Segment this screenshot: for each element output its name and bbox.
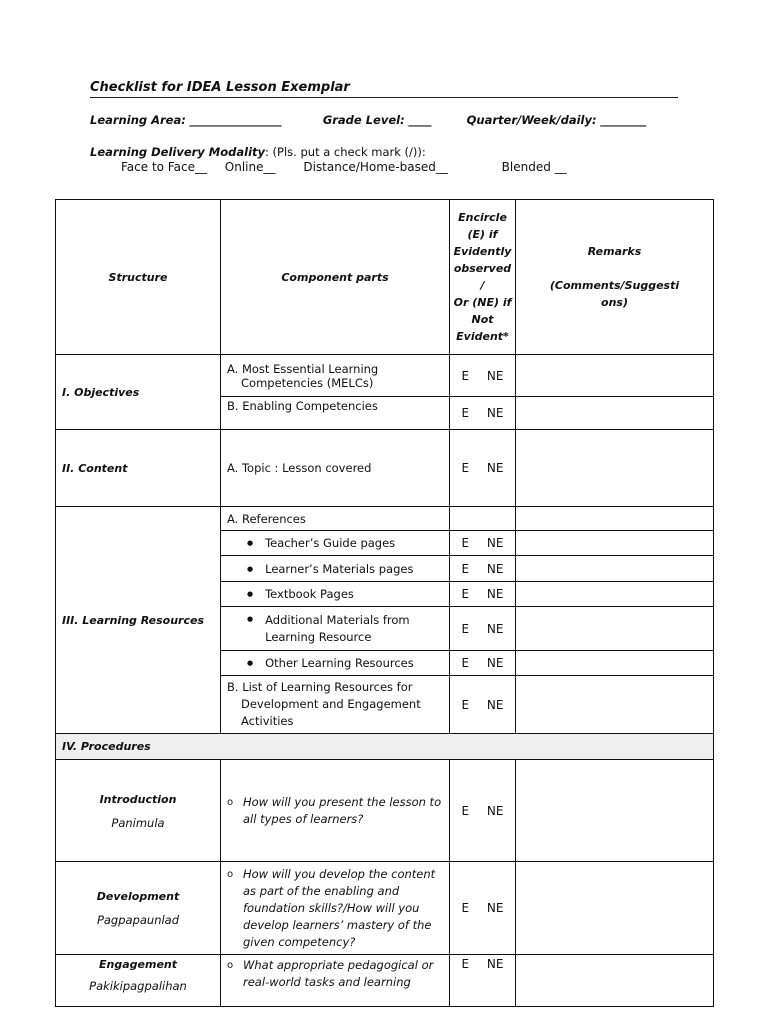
quarter-blank: ________ [600, 113, 647, 127]
content-a: A. Topic : Lesson covered [221, 430, 450, 507]
modality-face-to-face: Face to Face__ [121, 160, 207, 174]
engagement-question: o What appropriate pedagogical or real-world tasks and learning [221, 955, 450, 1007]
mark-cell: E NE [450, 582, 516, 607]
remarks-cell [516, 607, 714, 651]
modality-distance: Distance/Home-based__ [303, 160, 448, 174]
grade-level-blank: ____ [408, 113, 432, 127]
mark-cell: E NE [450, 676, 516, 734]
table-row [56, 955, 714, 1007]
mark-cell: E NE [450, 607, 516, 651]
engagement-label: Engagement [99, 958, 177, 971]
introduction-question: o How will you present the lesson to all types of learners? [221, 760, 450, 862]
quarter-label: Quarter/Week/daily: [466, 113, 597, 127]
objectives-a: A. Most Essential Learning Competencies (MELCs) [221, 355, 450, 397]
mark-cell: E NE [450, 430, 516, 507]
remarks-cell [516, 397, 714, 430]
mark-cell: E NE [450, 862, 516, 955]
checklist-table [55, 199, 714, 1007]
development-label: Development [96, 890, 180, 903]
header-component: Component parts [221, 200, 450, 355]
procedures-label: IV. Procedures [56, 734, 714, 760]
resource-item: ● Learner’s Materials pages [221, 556, 450, 582]
objectives-b: B. Enabling Competencies [221, 397, 450, 430]
resource-item: ● Other Learning Resources [221, 651, 450, 676]
table-row [56, 355, 714, 397]
engagement-cell [56, 955, 221, 1007]
modality-instruction: : (Pls. put a check mark (/)): [265, 145, 426, 159]
content-label: II. Content [56, 430, 221, 507]
modality-options [121, 160, 581, 174]
modality-label: Learning Delivery Modality [90, 145, 266, 159]
grade-level-label: Grade Level: [322, 113, 405, 127]
introduction-label: Introduction [99, 792, 177, 806]
remarks-cell [516, 760, 714, 862]
remarks-cell [516, 676, 714, 734]
resource-item: ● Teacher’s Guide pages [221, 531, 450, 556]
remarks-cell [516, 430, 714, 507]
table-row [56, 430, 714, 507]
mark-cell: E NE [450, 955, 516, 1007]
development-cell [56, 862, 221, 955]
resource-item: ● Additional Materials from Learning Resource [221, 607, 450, 651]
table-row [56, 734, 714, 760]
header-structure: Structure [56, 200, 221, 355]
mark-cell-empty [450, 507, 516, 531]
remarks-cell [516, 507, 714, 531]
resources-b: B. List of Learning Resources for Development and Engagement Activities [221, 676, 450, 734]
mark-cell: E NE [450, 397, 516, 430]
objectives-label: I. Objectives [56, 355, 221, 430]
introduction-cell [56, 760, 221, 862]
development-sub: Pagpapaunlad [96, 913, 180, 927]
mark-cell: E NE [450, 556, 516, 582]
header-row [56, 200, 714, 355]
modality-line [90, 145, 426, 159]
table-row [56, 862, 714, 955]
learning-area-blank: ________________ [189, 113, 282, 127]
mark-cell: E NE [450, 760, 516, 862]
introduction-sub: Panimula [111, 815, 165, 830]
remarks-cell [516, 955, 714, 1007]
resources-label: III. Learning Resources [56, 507, 221, 734]
remarks-cell [516, 531, 714, 556]
header-remarks: Remarks (Comments/Suggesti ons) [516, 200, 714, 355]
resource-item: ● Textbook Pages [221, 582, 450, 607]
remarks-cell [516, 651, 714, 676]
development-question: o How will you develop the content as part of the enabling and foundation skills?/How will you develop learners’ mastery of the given competency? [221, 862, 450, 955]
remarks-cell [516, 556, 714, 582]
mark-cell: E NE [450, 531, 516, 556]
modality-online: Online__ [224, 160, 276, 174]
engagement-sub: Pakikipagpalihan [89, 979, 187, 993]
table-row [56, 507, 714, 531]
learning-area-label: Learning Area: [90, 113, 186, 127]
remarks-cell [516, 355, 714, 397]
header-encircle: Encircle (E) if Evidently observed / Or (NE) if Not Evident* [450, 200, 516, 355]
resources-a: A. References [221, 507, 450, 531]
header-fields [90, 113, 646, 127]
mark-cell: E NE [450, 651, 516, 676]
mark-cell: E NE [450, 355, 516, 397]
remarks-cell [516, 582, 714, 607]
table-row [56, 760, 714, 862]
document-title: Checklist for IDEA Lesson Exemplar [90, 80, 678, 98]
modality-blended: Blended __ [501, 160, 567, 174]
remarks-cell [516, 862, 714, 955]
